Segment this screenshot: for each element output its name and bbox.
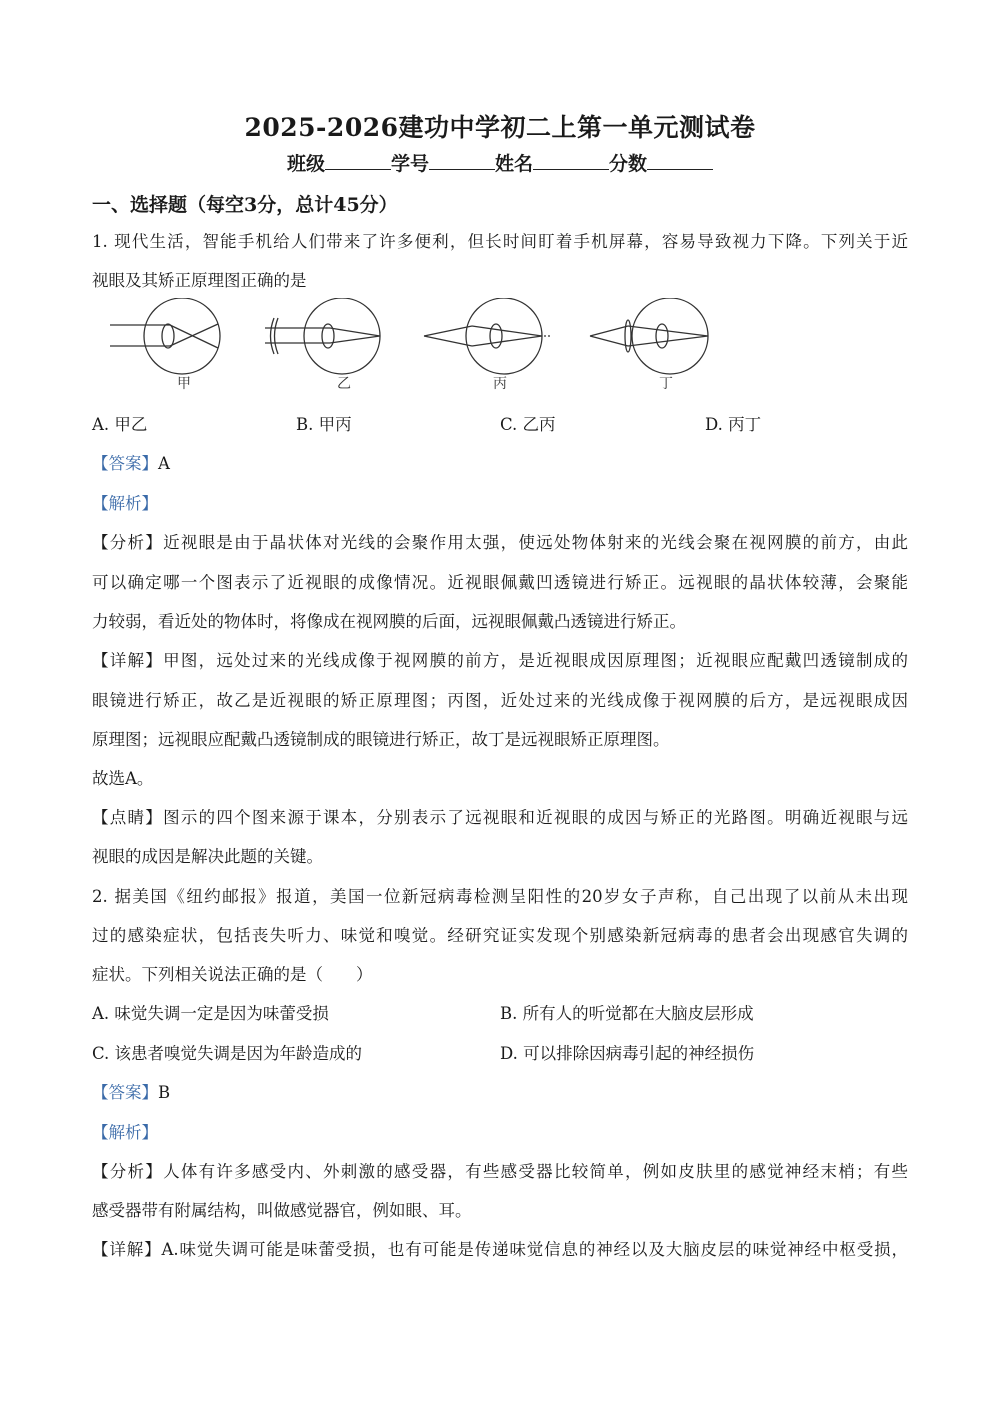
- q2-option-d: D. 可以排除因病毒引起的神经损伤: [500, 1044, 755, 1063]
- eye-diagram-bing: [424, 298, 550, 374]
- q1-stem-line: 视眼及其矫正原理图正确的是: [92, 271, 307, 290]
- q1-xiangjie-line: [92, 650, 908, 672]
- q2-answer: [92, 1082, 908, 1104]
- q2-stem-line: 2. 据美国《纽约邮报》报道，美国一位新冠病毒检测呈阳性的20岁女子声称，自己出现了以前从未出现: [92, 887, 908, 906]
- q1-xiangjie-line: 原理图；远视眼应配戴凸透镜制成的眼镜进行矫正，故丁是远视眼矫正原理图。: [92, 730, 670, 749]
- student-info-fields: [0, 149, 1000, 176]
- dianjing-tag: 【点睛】: [92, 808, 164, 827]
- eye-diagram-yi: [265, 298, 380, 374]
- section-heading: 一、选择题（每空3分，总计45分）: [92, 194, 398, 216]
- q2-fenxi-line: 感受器带有附属结构，叫做感觉器官，例如眼、耳。: [92, 1201, 472, 1220]
- eye-diagram-jia: [110, 298, 220, 374]
- figure-label-yi: 乙: [337, 376, 351, 392]
- analysis-tag: 【解析】: [92, 1123, 158, 1142]
- field-score-label: 分数: [609, 153, 648, 175]
- answer-tag: 【答案】: [92, 454, 158, 473]
- q2-option-a: A. 味觉失调一定是因为味蕾受损: [92, 1004, 329, 1023]
- field-name-label: 姓名: [495, 153, 534, 175]
- q2-xiangjie-line: [92, 1239, 908, 1261]
- fenxi-tag: 【分析】: [92, 1162, 164, 1181]
- figure-label-jia: 甲: [177, 376, 191, 392]
- q1-stem-line: 1. 现代生活，智能手机给人们带来了许多便利，但长时间盯着手机屏幕，容易导致视力下降。下列关于近: [92, 232, 908, 251]
- q1-option-d: D. 丙丁: [705, 415, 762, 434]
- q1-dianjing-line: 视眼的成因是解决此题的关键。: [92, 847, 323, 866]
- xiangjie-tag: 【详解】: [92, 651, 164, 670]
- field-id-label: 学号: [390, 153, 429, 175]
- fenxi-tag: 【分析】: [92, 533, 164, 552]
- dianjing-text: 图示的四个图来源于课本，分别表示了远视眼和近视眼的成因与矫正的光路图。明确近视眼与远: [163, 808, 909, 827]
- q1-xiangjie-line: 眼镜进行矫正，故乙是近视眼的矫正原理图；丙图，近处过来的光线成像于视网膜的后方，是远视眼成因: [92, 691, 908, 710]
- q2-stem-line: 过的感染症状，包括丧失听力、味觉和嗅觉。经研究证实发现个别感染新冠病毒的患者会出现感官失调的: [92, 926, 908, 945]
- q2-stem-line: 症状。下列相关说法正确的是（ ）: [92, 965, 373, 984]
- field-id-blank: [429, 151, 495, 170]
- q1-option-c: C. 乙丙: [500, 415, 556, 434]
- field-name-blank: [533, 151, 609, 170]
- xiangjie-tag: 【详解】: [92, 1240, 162, 1259]
- q2-option-b: B. 所有人的听觉都在大脑皮层形成: [500, 1004, 754, 1023]
- figure-label-bing: 丙: [493, 376, 507, 392]
- q1-option-a: A. 甲乙: [92, 415, 148, 434]
- fenxi-text: 人体有许多感受内、外刺激的感受器，有些感受器比较简单，例如皮肤里的感觉神经末梢；有些: [163, 1162, 909, 1181]
- figure-label-ding: 丁: [659, 376, 673, 392]
- q1-dianjing-line: [92, 807, 908, 829]
- q2-option-c: C. 该患者嗅觉失调是因为年龄造成的: [92, 1044, 363, 1063]
- answer-value: B: [158, 1083, 171, 1102]
- q1-fenxi-line: [92, 532, 908, 554]
- q1-answer: [92, 453, 908, 475]
- field-class-blank: [325, 151, 391, 170]
- analysis-tag: 【解析】: [92, 494, 158, 513]
- q1-option-b: B. 甲丙: [296, 415, 352, 434]
- q1-fenxi-line: 可以确定哪一个图表示了近视眼的成像情况。近视眼佩戴凹透镜进行矫正。远视眼的晶状体较薄，会聚能: [92, 573, 908, 592]
- xiangjie-text: A.味觉失调可能是味蕾受损，也有可能是传递味觉信息的神经以及大脑皮层的味觉神经中枢受损，: [161, 1240, 908, 1259]
- page-title: 2025-2026建功中学初二上第一单元测试卷: [244, 113, 756, 142]
- answer-tag: 【答案】: [92, 1083, 158, 1102]
- field-score-blank: [647, 151, 713, 170]
- q2-fenxi-line: [92, 1161, 908, 1183]
- eye-diagrams-figure: [100, 298, 720, 393]
- q1-conclusion: 故选A。: [92, 769, 154, 788]
- fenxi-text: 近视眼是由于晶状体对光线的会聚作用太强，使远处物体射来的光线会聚在视网膜的前方，由此: [163, 533, 909, 552]
- q1-fenxi-line: 力较弱，看近处的物体时，将像成在视网膜的后面，远视眼佩戴凸透镜进行矫正。: [92, 612, 686, 631]
- answer-value: A: [158, 454, 170, 473]
- xiangjie-text: 甲图，远处过来的光线成像于视网膜的前方，是近视眼成因原理图；近视眼应配戴凹透镜制成的: [163, 651, 909, 670]
- field-class-label: 班级: [286, 153, 325, 175]
- eye-diagram-ding: [590, 298, 708, 374]
